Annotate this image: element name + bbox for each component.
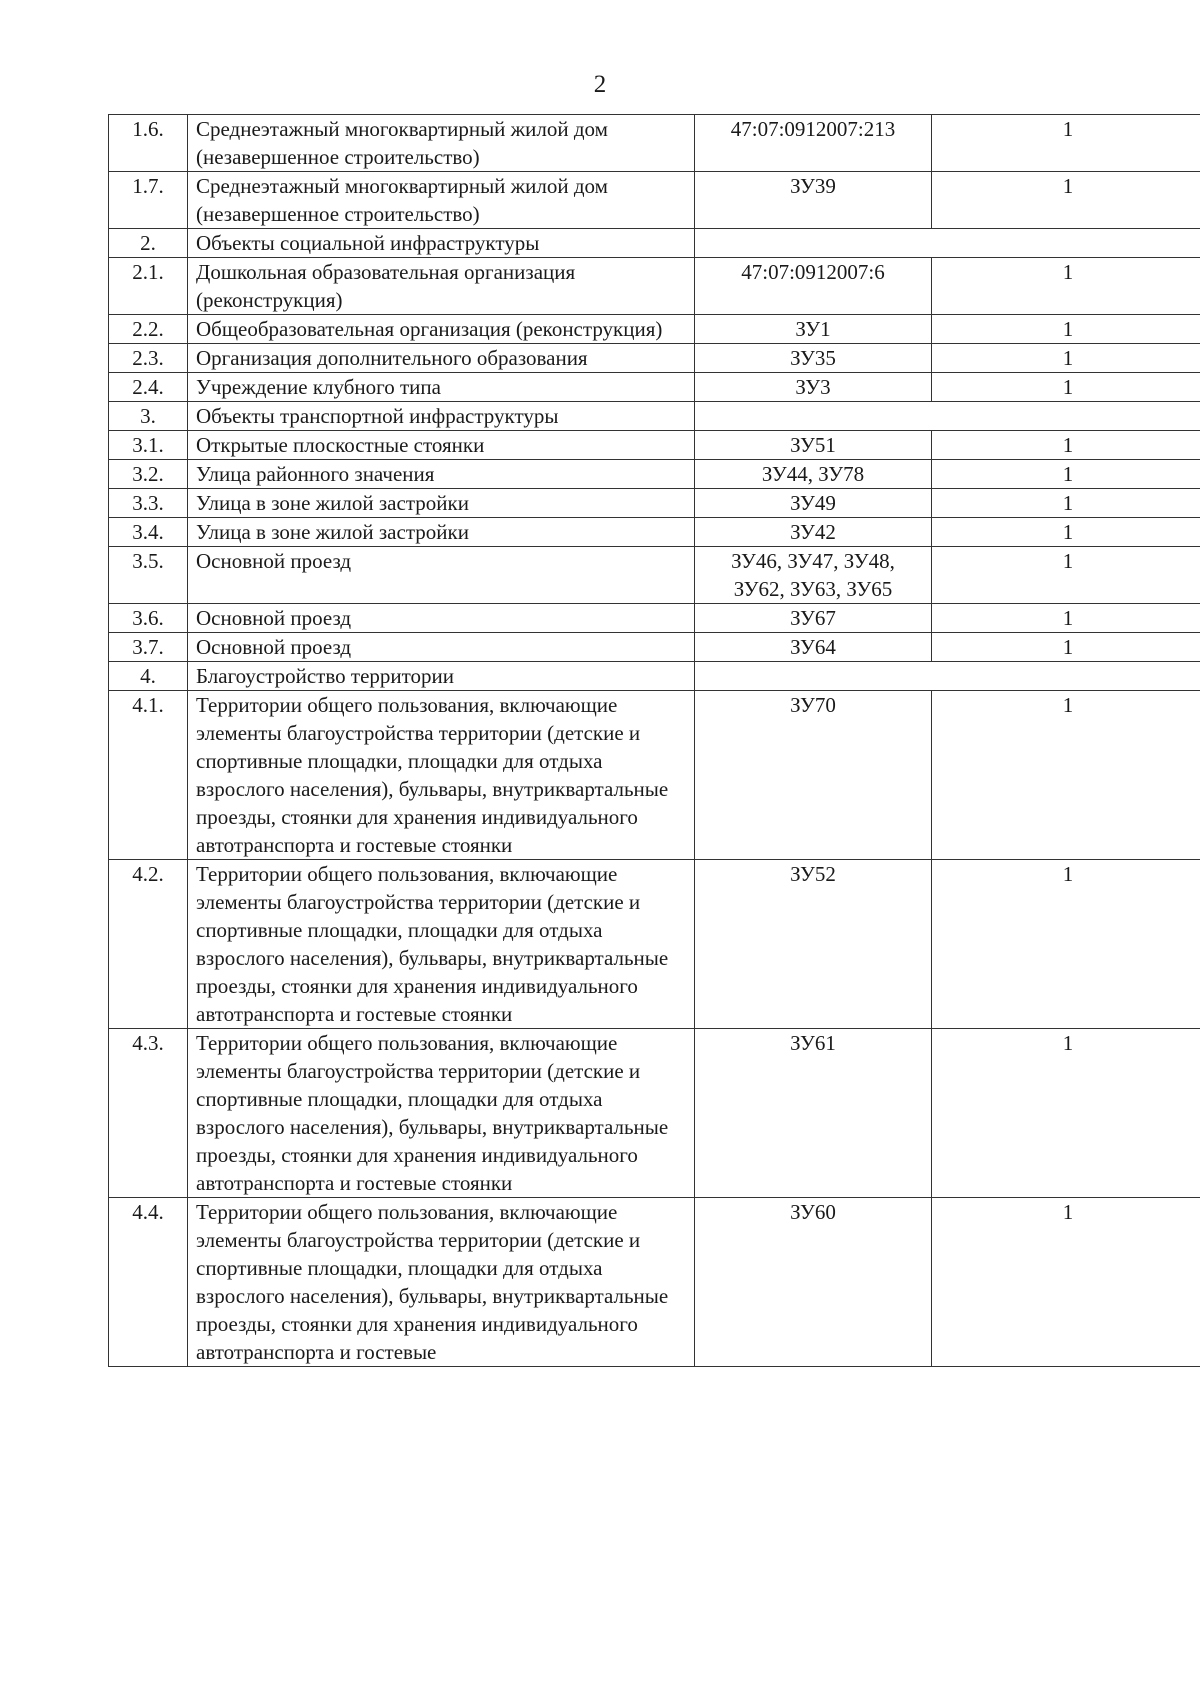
table-row (109, 691, 1200, 860)
quantity-cell: 1 (932, 315, 1200, 344)
land-plot-cell: ЗУ70 (695, 691, 932, 860)
object-name-cell: Среднеэтажный многоквартирный жилой дом (незавершенное строительство) (188, 172, 695, 229)
row-number-cell: 2.1. (109, 258, 188, 315)
quantity-cell: 1 (932, 547, 1200, 604)
quantity-cell (932, 662, 1200, 691)
quantity-cell (932, 402, 1200, 431)
table-row (109, 431, 1200, 460)
quantity-cell: 1 (932, 460, 1200, 489)
row-number-cell: 3. (109, 402, 188, 431)
land-plot-cell: ЗУ46, ЗУ47, ЗУ48, ЗУ62, ЗУ63, ЗУ65 (695, 547, 932, 604)
land-plot-cell: 47:07:0912007:6 (695, 258, 932, 315)
quantity-cell: 1 (932, 172, 1200, 229)
table-row (109, 115, 1200, 172)
row-number-cell: 4.1. (109, 691, 188, 860)
quantity-cell: 1 (932, 1029, 1200, 1198)
quantity-cell: 1 (932, 1198, 1200, 1367)
table-row (109, 633, 1200, 662)
land-plot-cell: ЗУ1 (695, 315, 932, 344)
table-row (109, 489, 1200, 518)
object-name-cell: Основной проезд (188, 604, 695, 633)
table-row (109, 460, 1200, 489)
land-plot-cell: ЗУ35 (695, 344, 932, 373)
section-row (109, 229, 1200, 258)
quantity-cell: 1 (932, 489, 1200, 518)
objects-table (108, 114, 1200, 1367)
table-row (109, 344, 1200, 373)
table-body (109, 115, 1200, 1367)
table-row (109, 547, 1200, 604)
row-number-cell: 3.7. (109, 633, 188, 662)
row-number-cell: 3.5. (109, 547, 188, 604)
table-row (109, 1198, 1200, 1367)
row-number-cell: 4.3. (109, 1029, 188, 1198)
object-name-cell: Территории общего пользования, включающие элементы благоустройства территории (детские и спортивные площадки, площадки для отдыха взрослого населения), бульвары, внутриквартальные проезды, стоянки для хранения индивидуального автотранспорта и гостевые стоянки (188, 1029, 695, 1198)
section-row (109, 662, 1200, 691)
row-number-cell: 2.3. (109, 344, 188, 373)
object-name-cell: Организация дополнительного образования (188, 344, 695, 373)
row-number-cell: 1.7. (109, 172, 188, 229)
table-row (109, 604, 1200, 633)
row-number-cell: 3.3. (109, 489, 188, 518)
land-plot-cell: ЗУ67 (695, 604, 932, 633)
row-number-cell: 2.2. (109, 315, 188, 344)
table-row (109, 1029, 1200, 1198)
object-name-cell: Объекты транспортной инфраструктуры (188, 402, 695, 431)
page-number: 2 (593, 71, 607, 98)
land-plot-cell (695, 229, 932, 258)
object-name-cell: Дошкольная образовательная организация (реконструкция) (188, 258, 695, 315)
object-name-cell: Улица в зоне жилой застройки (188, 489, 695, 518)
row-number-cell: 3.4. (109, 518, 188, 547)
quantity-cell: 1 (932, 115, 1200, 172)
object-name-cell: Территории общего пользования, включающие элементы благоустройства территории (детские и спортивные площадки, площадки для отдыха взрослого населения), бульвары, внутриквартальные проезды, стоянки для хранения индивидуального автотранспорта и гостевые (188, 1198, 695, 1367)
object-name-cell: Территории общего пользования, включающие элементы благоустройства территории (детские и спортивные площадки, площадки для отдыха взрослого населения), бульвары, внутриквартальные проезды, стоянки для хранения индивидуального автотранспорта и гостевые стоянки (188, 860, 695, 1029)
table-row (109, 315, 1200, 344)
object-name-cell: Общеобразовательная организация (реконструкция) (188, 315, 695, 344)
quantity-cell: 1 (932, 604, 1200, 633)
land-plot-cell: ЗУ60 (695, 1198, 932, 1367)
quantity-cell: 1 (932, 258, 1200, 315)
land-plot-cell: ЗУ42 (695, 518, 932, 547)
quantity-cell: 1 (932, 633, 1200, 662)
row-number-cell: 1.6. (109, 115, 188, 172)
table-row (109, 860, 1200, 1029)
quantity-cell: 1 (932, 691, 1200, 860)
object-name-cell: Объекты социальной инфраструктуры (188, 229, 695, 258)
land-plot-cell: ЗУ64 (695, 633, 932, 662)
land-plot-cell (695, 662, 932, 691)
land-plot-cell: 47:07:0912007:213 (695, 115, 932, 172)
section-row (109, 402, 1200, 431)
land-plot-cell: ЗУ61 (695, 1029, 932, 1198)
object-name-cell: Основной проезд (188, 633, 695, 662)
table-row (109, 518, 1200, 547)
row-number-cell: 4.4. (109, 1198, 188, 1367)
land-plot-cell: ЗУ39 (695, 172, 932, 229)
land-plot-cell: ЗУ44, ЗУ78 (695, 460, 932, 489)
row-number-cell: 4. (109, 662, 188, 691)
quantity-cell (932, 229, 1200, 258)
object-name-cell: Учреждение клубного типа (188, 373, 695, 402)
object-name-cell: Благоустройство территории (188, 662, 695, 691)
row-number-cell: 3.2. (109, 460, 188, 489)
land-plot-cell: ЗУ49 (695, 489, 932, 518)
land-plot-cell: ЗУ51 (695, 431, 932, 460)
row-number-cell: 2. (109, 229, 188, 258)
land-plot-cell: ЗУ3 (695, 373, 932, 402)
table-row (109, 172, 1200, 229)
object-name-cell: Территории общего пользования, включающие элементы благоустройства территории (детские и спортивные площадки, площадки для отдыха взрослого населения), бульвары, внутриквартальные проезды, стоянки для хранения индивидуального автотранспорта и гостевые стоянки (188, 691, 695, 860)
quantity-cell: 1 (932, 431, 1200, 460)
object-name-cell: Улица в зоне жилой застройки (188, 518, 695, 547)
row-number-cell: 4.2. (109, 860, 188, 1029)
quantity-cell: 1 (932, 860, 1200, 1029)
table-row (109, 258, 1200, 315)
object-name-cell: Открытые плоскостные стоянки (188, 431, 695, 460)
object-name-cell: Среднеэтажный многоквартирный жилой дом (незавершенное строительство) (188, 115, 695, 172)
quantity-cell: 1 (932, 373, 1200, 402)
object-name-cell: Основной проезд (188, 547, 695, 604)
quantity-cell: 1 (932, 518, 1200, 547)
quantity-cell: 1 (932, 344, 1200, 373)
land-plot-cell: ЗУ52 (695, 860, 932, 1029)
row-number-cell: 3.1. (109, 431, 188, 460)
row-number-cell: 3.6. (109, 604, 188, 633)
land-plot-cell (695, 402, 932, 431)
table-row (109, 373, 1200, 402)
object-name-cell: Улица районного значения (188, 460, 695, 489)
row-number-cell: 2.4. (109, 373, 188, 402)
